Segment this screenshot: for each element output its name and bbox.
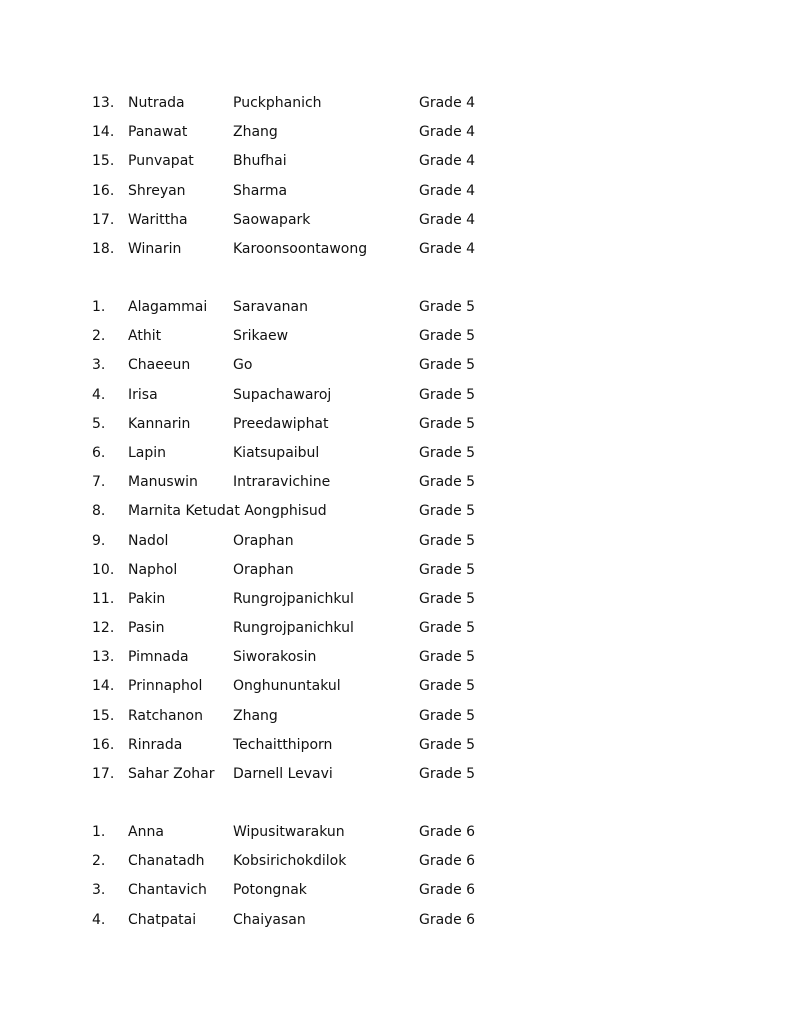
row-number: 13. — [92, 95, 115, 111]
student-group — [0, 823, 791, 940]
grade-label: Grade 5 — [419, 357, 476, 374]
last-name: Saravanan — [233, 299, 308, 315]
grade-label: Grade 4 — [419, 153, 476, 170]
student-row — [0, 823, 791, 852]
student-row — [0, 911, 791, 940]
last-name: Zhang — [233, 707, 278, 724]
row-number: 14. — [92, 124, 115, 141]
student-group — [0, 298, 791, 794]
last-name: Oraphan — [233, 532, 294, 549]
row-number: 9. — [92, 532, 106, 549]
row-number: 13. — [92, 649, 115, 666]
grade-label: Grade 5 — [419, 328, 476, 345]
student-row — [0, 298, 791, 327]
last-name: Go — [233, 357, 253, 374]
student-row — [0, 502, 791, 531]
grade-label: Grade 5 — [419, 503, 476, 520]
first-name: Marnita Ketudat Aongphisud — [128, 503, 327, 520]
grade-label: Grade 5 — [419, 707, 476, 724]
first-name: Shreyan — [128, 182, 186, 199]
grade-label: Grade 5 — [419, 561, 476, 578]
student-row — [0, 444, 791, 473]
first-name: Nadol — [128, 532, 169, 549]
row-number: 10. — [92, 561, 115, 578]
row-number: 17. — [92, 211, 115, 228]
student-row — [0, 123, 791, 152]
row-number: 17. — [92, 766, 115, 782]
first-name: Pakin — [128, 590, 166, 607]
last-name: Wipusitwarakun — [233, 824, 345, 840]
row-number: 2. — [92, 853, 106, 870]
last-name: Puckphanich — [233, 95, 322, 111]
row-number: 7. — [92, 474, 106, 491]
first-name: Chatpatai — [128, 911, 197, 928]
row-number: 15. — [92, 707, 115, 724]
grade-label: Grade 5 — [419, 590, 476, 607]
first-name: Irisa — [128, 386, 158, 403]
first-name: Chanatadh — [128, 853, 205, 870]
student-row — [0, 590, 791, 619]
first-name: Lapin — [128, 444, 167, 461]
last-name: Potongnak — [233, 882, 307, 899]
grade-label: Grade 5 — [419, 678, 476, 695]
student-row — [0, 561, 791, 590]
student-row — [0, 182, 791, 211]
grade-label: Grade 5 — [419, 532, 476, 549]
last-name: Onghununtakul — [233, 678, 341, 695]
student-row — [0, 765, 791, 794]
row-number: 12. — [92, 620, 115, 637]
last-name: Rungrojpanichkul — [233, 620, 354, 637]
last-name: Darnell Levavi — [233, 766, 333, 782]
row-number: 2. — [92, 328, 106, 345]
student-row — [0, 94, 791, 123]
last-name: Rungrojpanichkul — [233, 590, 354, 607]
grade-label: Grade 5 — [419, 474, 476, 491]
row-number: 1. — [92, 824, 106, 840]
student-row — [0, 473, 791, 502]
first-name: Nutrada — [128, 95, 185, 111]
student-row — [0, 327, 791, 356]
grade-label: Grade 4 — [419, 182, 476, 199]
row-number: 18. — [92, 240, 115, 257]
grade-label: Grade 4 — [419, 240, 476, 257]
row-number: 6. — [92, 444, 106, 461]
student-row — [0, 386, 791, 415]
first-name: Athit — [128, 328, 162, 345]
last-name: Siworakosin — [233, 649, 317, 666]
student-row — [0, 619, 791, 648]
student-row — [0, 677, 791, 706]
last-name: Srikaew — [233, 328, 289, 345]
last-name: Bhufhai — [233, 153, 287, 170]
student-row — [0, 211, 791, 240]
student-row — [0, 356, 791, 385]
grade-label: Grade 5 — [419, 299, 476, 315]
last-name: Techaitthiporn — [233, 736, 333, 753]
row-number: 1. — [92, 299, 106, 315]
last-name: Kiatsupaibul — [233, 444, 320, 461]
last-name: Oraphan — [233, 561, 294, 578]
first-name: Naphol — [128, 561, 178, 578]
grade-label: Grade 5 — [419, 736, 476, 753]
first-name: Kannarin — [128, 415, 191, 432]
grade-label: Grade 5 — [419, 415, 476, 432]
last-name: Saowapark — [233, 211, 311, 228]
grade-label: Grade 6 — [419, 824, 476, 840]
row-number: 16. — [92, 736, 115, 753]
last-name: Zhang — [233, 124, 278, 141]
last-name: Supachawaroj — [233, 386, 332, 403]
first-name: Pasin — [128, 620, 165, 637]
student-row — [0, 881, 791, 910]
last-name: Preedawiphat — [233, 415, 329, 432]
first-name: Warittha — [128, 211, 188, 228]
student-row — [0, 415, 791, 444]
student-row — [0, 852, 791, 881]
first-name: Panawat — [128, 124, 188, 141]
row-number: 5. — [92, 415, 106, 432]
first-name: Winarin — [128, 240, 182, 257]
first-name: Anna — [128, 824, 164, 840]
student-row — [0, 648, 791, 677]
student-group — [0, 94, 791, 269]
first-name: Punvapat — [128, 153, 194, 170]
row-number: 4. — [92, 911, 106, 928]
first-name: Sahar Zohar — [128, 766, 215, 782]
row-number: 16. — [92, 182, 115, 199]
student-row — [0, 532, 791, 561]
student-row — [0, 707, 791, 736]
last-name: Intraravichine — [233, 474, 331, 491]
grade-label: Grade 4 — [419, 124, 476, 141]
student-row — [0, 240, 791, 269]
last-name: Sharma — [233, 182, 288, 199]
first-name: Pimnada — [128, 649, 189, 666]
grade-label: Grade 5 — [419, 649, 476, 666]
grade-label: Grade 6 — [419, 882, 476, 899]
grade-label: Grade 4 — [419, 95, 476, 111]
grade-label: Grade 5 — [419, 766, 476, 782]
first-name: Rinrada — [128, 736, 183, 753]
student-row — [0, 152, 791, 181]
student-row — [0, 736, 791, 765]
first-name: Alagammai — [128, 299, 208, 315]
grade-label: Grade 6 — [419, 853, 476, 870]
row-number: 3. — [92, 357, 106, 374]
first-name: Ratchanon — [128, 707, 203, 724]
first-name: Manuswin — [128, 474, 198, 491]
grade-label: Grade 6 — [419, 911, 476, 928]
first-name: Prinnaphol — [128, 678, 203, 695]
row-number: 15. — [92, 153, 115, 170]
row-number: 14. — [92, 678, 115, 695]
grade-label: Grade 4 — [419, 211, 476, 228]
last-name: Chaiyasan — [233, 911, 306, 928]
first-name: Chantavich — [128, 882, 207, 899]
grade-label: Grade 5 — [419, 444, 476, 461]
last-name: Karoonsoontawong — [233, 240, 368, 257]
first-name: Chaeeun — [128, 357, 191, 374]
row-number: 11. — [92, 590, 115, 607]
grade-label: Grade 5 — [419, 386, 476, 403]
last-name: Kobsirichokdilok — [233, 853, 347, 870]
grade-label: Grade 5 — [419, 620, 476, 637]
row-number: 4. — [92, 386, 106, 403]
row-number: 3. — [92, 882, 106, 899]
row-number: 8. — [92, 503, 106, 520]
